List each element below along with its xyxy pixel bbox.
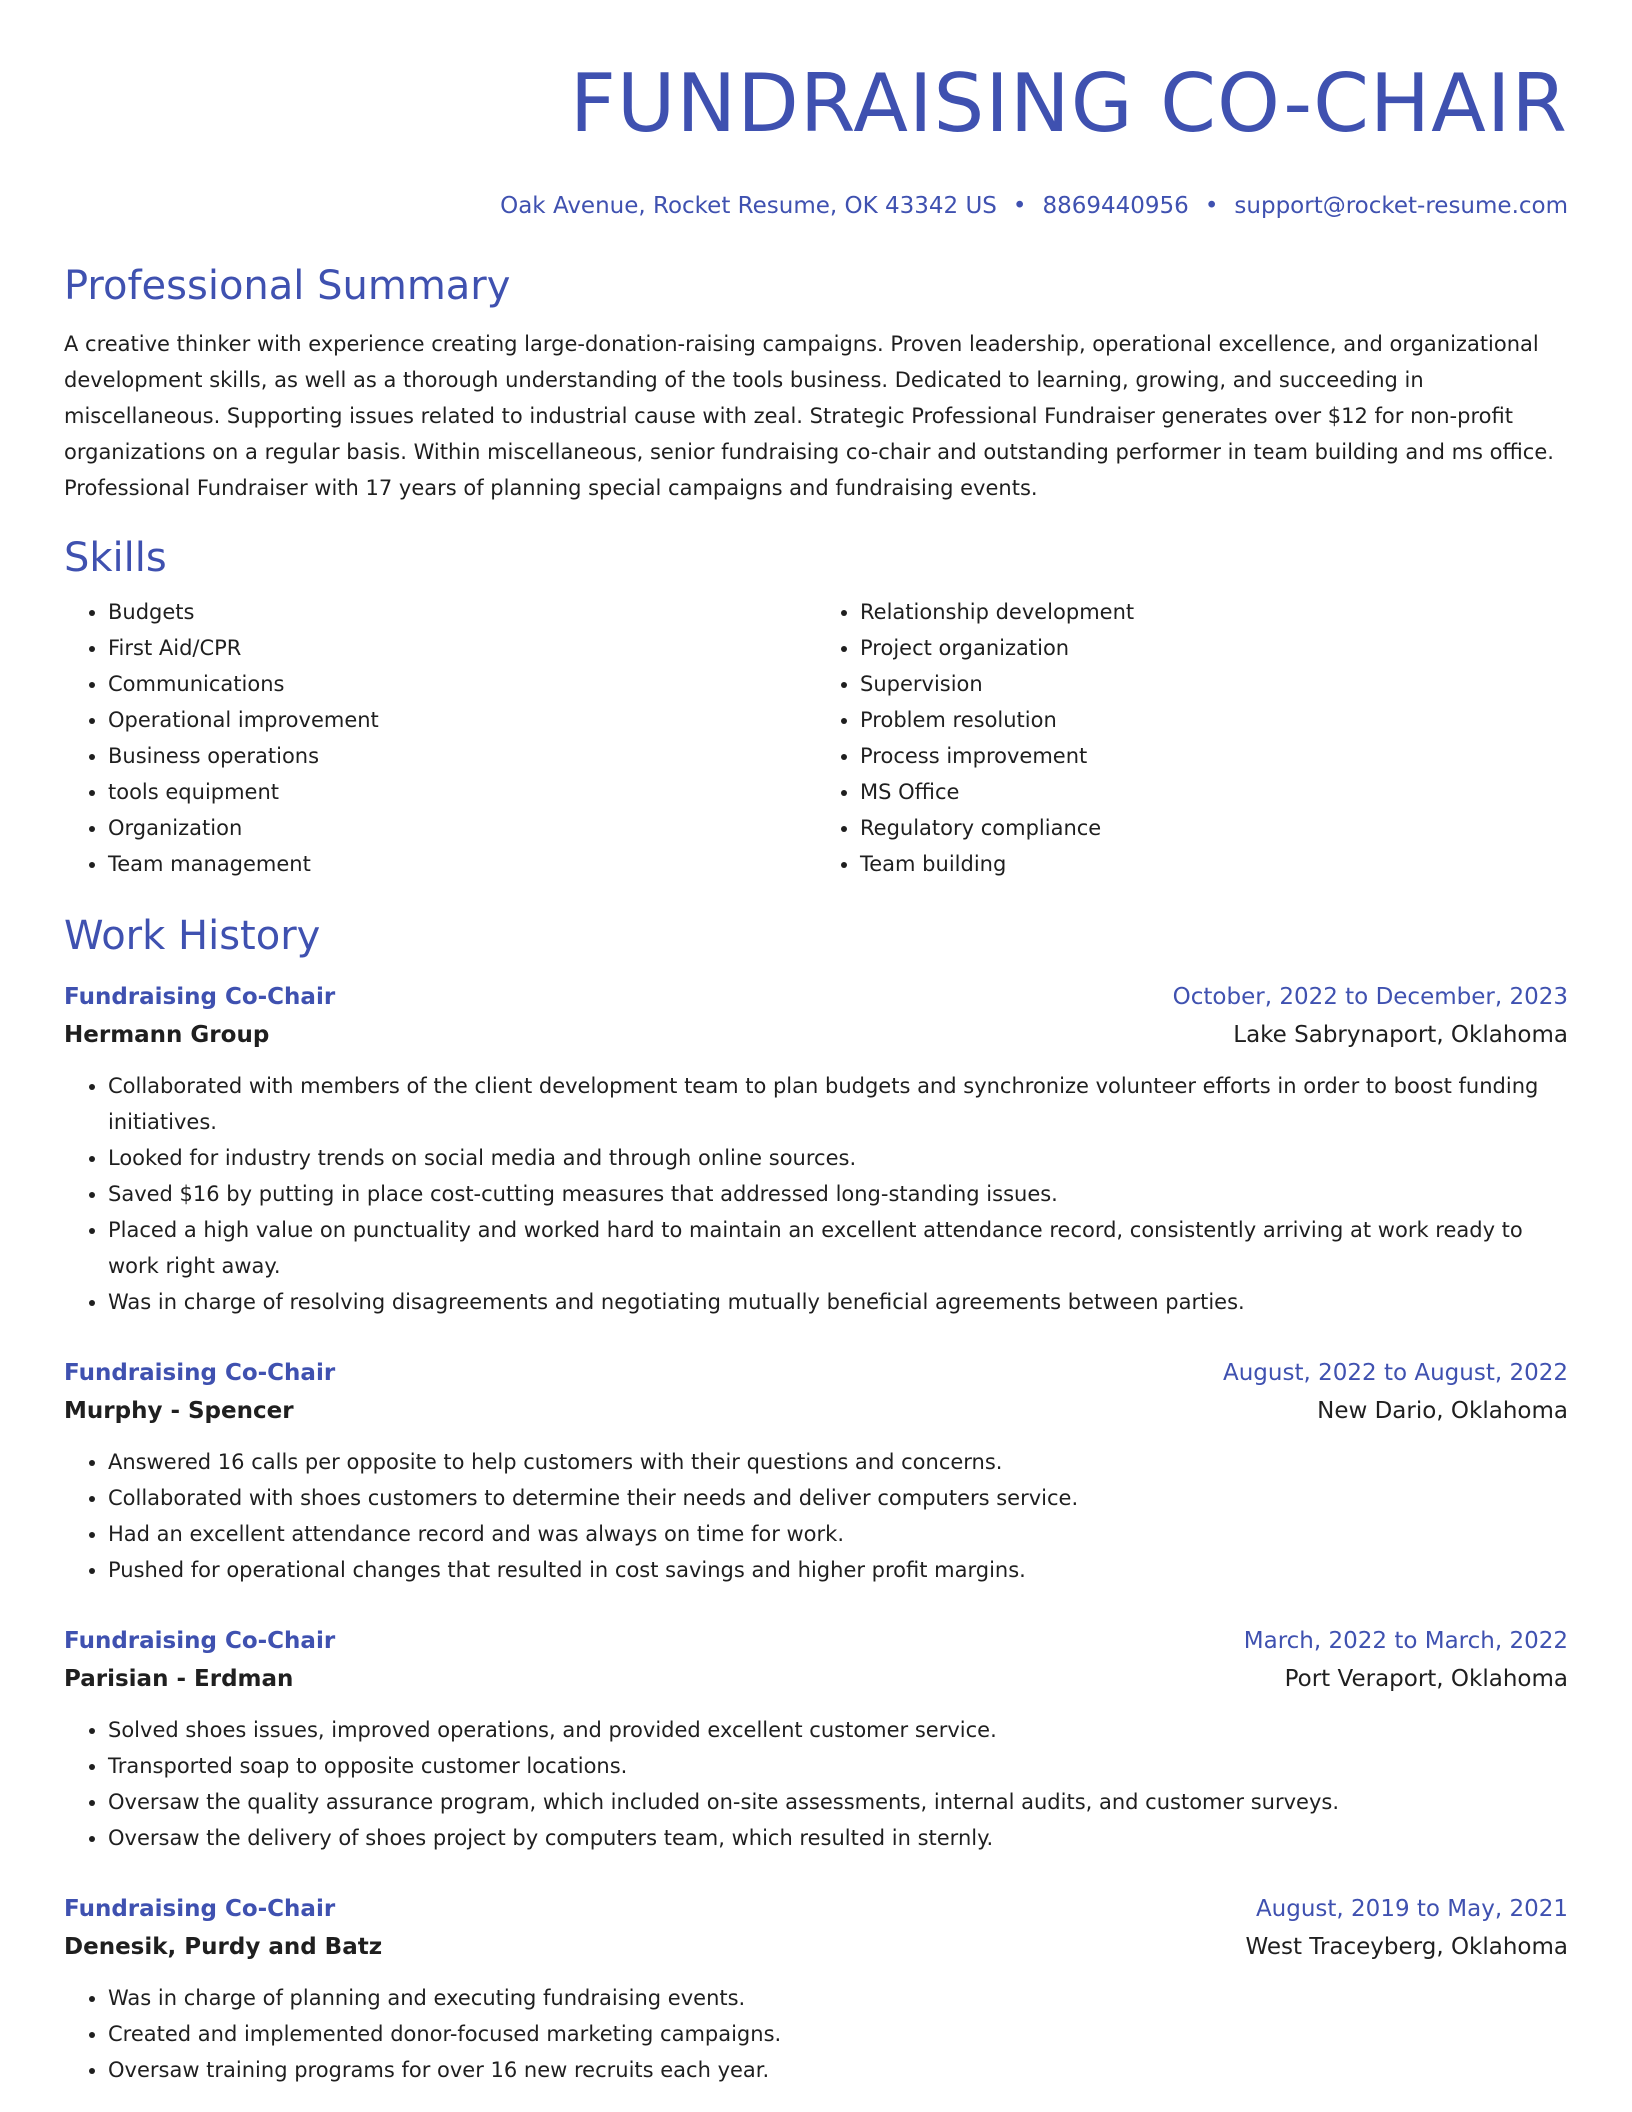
job-header-row (64, 1622, 1568, 1660)
job-bullets (64, 1980, 1568, 2088)
job-bullets (64, 1444, 1568, 1588)
summary-heading: Professional Summary (64, 263, 511, 309)
skills-list-left (64, 594, 816, 882)
job-bullet: • Was in charge of resolving disagreements and negotiating mutually beneficial agreements between parties. (108, 1284, 1568, 1320)
job-company: Denesik, Purdy and Batz (64, 1934, 383, 1960)
skill-item: • Team management (108, 846, 816, 882)
job-company-row (64, 1392, 1568, 1430)
job-dates: August, 2022 to August, 2022 (1223, 1360, 1568, 1386)
job-bullet: • Solved shoes issues, improved operations, and provided excellent customer service. (108, 1712, 1568, 1748)
job-bullet: • Oversaw training programs for over 16 new recruits each year. (108, 2052, 1568, 2088)
skill-item: • Relationship development (860, 594, 1568, 630)
job-company-row (64, 1660, 1568, 1698)
job-title: Fundraising Co-Chair (64, 1628, 336, 1654)
skill-item: • Regulatory compliance (860, 810, 1568, 846)
job-bullet: • Collaborated with members of the client development team to plan budgets and synchronize volunteer efforts in order to boost funding initiatives. (108, 1068, 1568, 1140)
contact-line (64, 190, 1568, 222)
job-location: New Dario, Oklahoma (1317, 1398, 1568, 1424)
job-bullets (64, 1712, 1568, 1856)
job-bullet: • Pushed for operational changes that resulted in cost savings and higher profit margins. (108, 1552, 1568, 1588)
skill-item: • Organization (108, 810, 816, 846)
job-header-row (64, 1890, 1568, 1928)
job-bullet: • Oversaw the delivery of shoes project by computers team, which resulted in sternly. (108, 1820, 1568, 1856)
skill-item: • Process improvement (860, 738, 1568, 774)
job-dates: March, 2022 to March, 2022 (1243, 1628, 1568, 1654)
skills-list-right (816, 594, 1568, 882)
job-company-row (64, 1016, 1568, 1054)
skill-item: • Problem resolution (860, 702, 1568, 738)
job-title: Fundraising Co-Chair (64, 984, 336, 1010)
job-bullet: • Was in charge of planning and executing fundraising events. (108, 1980, 1568, 2016)
job-bullet: • Answered 16 calls per opposite to help customers with their questions and concerns. (108, 1444, 1568, 1480)
summary-text: A creative thinker with experience creating large-donation-raising campaigns. Proven leadership, operational excellence, and organizational development skills, as well as a thorough understanding of the tools business. Dedicated to learning, growing, and succeeding in miscellaneous. Supporting issues related to industrial cause with zeal. Strategic Professional Fundraiser generates over $12 for non-profit organizations on a regular basis. Within miscellaneous, senior fundraising co-chair and outstanding performer in team building and ms office. Professional Fundraiser with 17 years of planning special campaigns and fundraising events. (64, 332, 1554, 500)
job-bullet: • Had an excellent attendance record and was always on time for work. (108, 1516, 1568, 1552)
resume-name: FUNDRAISING CO-CHAIR (569, 57, 1568, 150)
contact-separator: • (1012, 193, 1027, 219)
skill-item: • Communications (108, 666, 816, 702)
contact-address: Oak Avenue, Rocket Resume, OK 43342 US (500, 193, 997, 219)
job-title: Fundraising Co-Chair (64, 1896, 336, 1922)
job-entry (64, 978, 1568, 1320)
skill-item: • Team building (860, 846, 1568, 882)
job-bullet: • Looked for industry trends on social media and through online sources. (108, 1140, 1568, 1176)
skill-item: • Project organization (860, 630, 1568, 666)
skill-item: • tools equipment (108, 774, 816, 810)
contact-separator: • (1204, 193, 1219, 219)
job-location: West Traceyberg, Oklahoma (1245, 1934, 1568, 1960)
job-company: Murphy - Spencer (64, 1398, 294, 1424)
skill-item: • MS Office (860, 774, 1568, 810)
contact-email[interactable]: support@rocket-resume.com (1234, 193, 1568, 219)
job-entry (64, 1890, 1568, 2088)
job-bullet: • Oversaw the quality assurance program, which included on-site assessments, internal audits, and customer surveys. (108, 1784, 1568, 1820)
job-company: Parisian - Erdman (64, 1666, 294, 1692)
job-bullet: • Transported soap to opposite customer locations. (108, 1748, 1568, 1784)
job-company-row (64, 1928, 1568, 1966)
job-entry (64, 1622, 1568, 1856)
job-title: Fundraising Co-Chair (64, 1360, 336, 1386)
job-location: Port Veraport, Oklahoma (1284, 1666, 1568, 1692)
contact-phone: 8869440956 (1042, 193, 1189, 219)
job-dates: August, 2019 to May, 2021 (1255, 1896, 1568, 1922)
job-dates: October, 2022 to December, 2023 (1172, 984, 1568, 1010)
job-header-row (64, 1354, 1568, 1392)
skill-item: • Supervision (860, 666, 1568, 702)
job-company: Hermann Group (64, 1022, 270, 1048)
skills-heading: Skills (64, 535, 167, 581)
skills-columns (64, 594, 1568, 882)
skill-item: • Operational improvement (108, 702, 816, 738)
job-bullet: • Placed a high value on punctuality and worked hard to maintain an excellent attendance record, consistently arriving at work ready to work right away. (108, 1212, 1568, 1284)
job-bullet: • Created and implemented donor-focused marketing campaigns. (108, 2016, 1568, 2052)
work-history-heading: Work History (64, 913, 321, 959)
job-bullet: • Collaborated with shoes customers to determine their needs and deliver computers service. (108, 1480, 1568, 1516)
job-entry (64, 1354, 1568, 1588)
job-bullets (64, 1068, 1568, 1320)
job-location: Lake Sabrynaport, Oklahoma (1233, 1022, 1568, 1048)
job-header-row (64, 978, 1568, 1016)
skill-item: • Business operations (108, 738, 816, 774)
job-bullet: • Saved $16 by putting in place cost-cutting measures that addressed long-standing issues. (108, 1176, 1568, 1212)
skill-item: • Budgets (108, 594, 816, 630)
skill-item: • First Aid/CPR (108, 630, 816, 666)
